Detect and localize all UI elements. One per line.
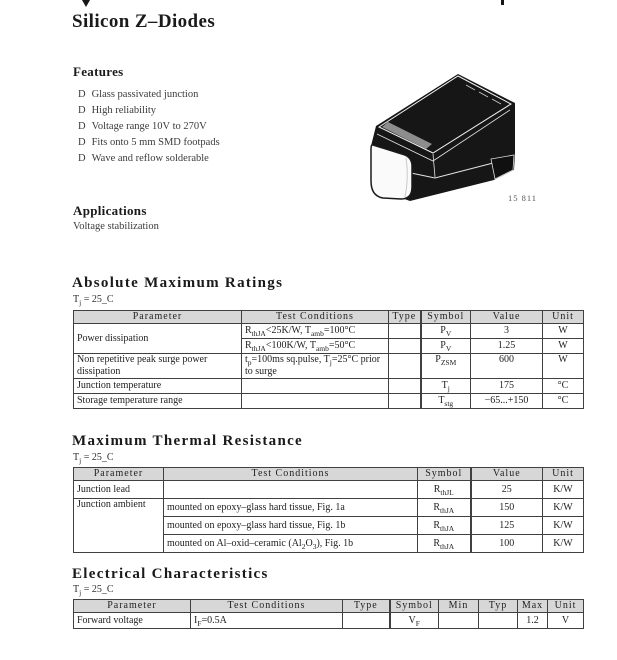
cell-test-conditions: mounted on Al–oxid–ceramic $(Al_2O_3)$, Fig. 1b (164, 535, 418, 553)
col-unit: Unit (543, 311, 584, 324)
cell-unit: K/W (543, 481, 584, 499)
table-header-row (74, 468, 584, 481)
col-symbol: Symbol (390, 600, 439, 613)
cell-parameter: Junction temperature (74, 379, 242, 394)
table-row (74, 324, 584, 339)
cell-symbol: $R_{thJA}$ (418, 535, 471, 553)
cell-test-conditions: mounted on epoxy–glass hard tissue, Fig. 1b (164, 517, 418, 535)
feature-item (78, 103, 220, 119)
cell-unit: K/W (543, 499, 584, 517)
feature-bullet: D (78, 121, 86, 132)
applications-text: Voltage stabilization (73, 221, 159, 232)
cell-value: 25 (471, 481, 543, 499)
feature-bullet: D (78, 137, 86, 148)
feature-item (78, 135, 220, 151)
col-test-conditions: Test Conditions (242, 311, 389, 324)
cell-test-conditions: $I_F=0.5A$ (191, 613, 343, 629)
feature-text: High reliability (91, 105, 157, 116)
feature-item (78, 87, 220, 103)
feature-text: Voltage range 10V to 270V (91, 121, 207, 132)
cell-value: 150 (471, 499, 543, 517)
col-unit: Unit (543, 468, 584, 481)
col-test-conditions: Test Conditions (191, 600, 343, 613)
col-parameter: Parameter (74, 468, 164, 481)
col-parameter: Parameter (74, 600, 191, 613)
col-typ: Typ (479, 600, 518, 613)
cell-type (389, 354, 421, 379)
electrical-heading: Electrical Characteristics (72, 566, 269, 582)
cell-test-conditions: $R_{thJA}<25K/W$, $T_{amb}=100^\circ C$ (242, 324, 389, 339)
table-header-row (74, 600, 584, 613)
cell-symbol: $R_{thJL}$ (418, 481, 471, 499)
cell-symbol: $P_V$ (421, 324, 471, 339)
electrical-table (73, 599, 584, 629)
cell-typ (479, 613, 518, 629)
feature-text: Wave and reflow solderable (91, 153, 209, 164)
thermal-heading: Maximum Thermal Resistance (72, 433, 303, 449)
features-heading: Features (73, 64, 124, 79)
feature-bullet: D (78, 153, 86, 164)
cell-unit: K/W (543, 535, 584, 553)
col-value: Value (471, 468, 543, 481)
cell-value: 100 (471, 535, 543, 553)
col-type: Type (343, 600, 390, 613)
cell-type (389, 324, 421, 339)
cell-test-conditions (242, 394, 389, 409)
cell-symbol: $R_{thJA}$ (418, 499, 471, 517)
cell-symbol: $P_V$ (421, 339, 471, 354)
cell-parameter: Junction ambient (74, 499, 164, 553)
cell-test-conditions: $R_{thJA}<100K/W$, $T_{amb}=50^\circ C$ (242, 339, 389, 354)
cell-value: −65...+150 (471, 394, 543, 409)
col-parameter: Parameter (74, 311, 242, 324)
table-row (74, 613, 584, 629)
col-test-conditions: Test Conditions (164, 468, 418, 481)
cell-symbol: $T_j$ (421, 379, 471, 394)
cell-min (439, 613, 479, 629)
feature-item (78, 151, 220, 167)
cell-parameter: Non repetitive peak surge power dissipation (74, 354, 242, 379)
feature-text: Fits onto 5 mm SMD footpads (91, 137, 220, 148)
cell-value: 3 (471, 324, 543, 339)
cell-unit: W (543, 324, 584, 339)
feature-item (78, 119, 220, 135)
cell-parameter: Storage temperature range (74, 394, 242, 409)
page-title: Silicon Z–Diodes (72, 11, 216, 32)
cell-unit: °C (543, 394, 584, 409)
table-row (74, 481, 584, 499)
feature-text: Glass passivated junction (91, 89, 199, 100)
cell-value: 600 (471, 354, 543, 379)
cell-symbol: $R_{thJA}$ (418, 517, 471, 535)
cell-symbol: $T_{stg}$ (421, 394, 471, 409)
col-type: Type (389, 311, 421, 324)
feature-bullet: D (78, 89, 86, 100)
col-symbol: Symbol (418, 468, 471, 481)
thermal-condition: $T_j$ = 25_C (73, 452, 114, 465)
cell-symbol: $P_{ZSM}$ (421, 354, 471, 379)
abs-max-condition: $T_j$ = 25_C (73, 294, 114, 307)
cell-type (389, 379, 421, 394)
cell-type (389, 339, 421, 354)
electrical-condition: $T_j$ = 25_C (73, 584, 114, 597)
col-min: Min (439, 600, 479, 613)
package-label: 15 811 (508, 193, 538, 203)
cell-max: 1.2 (518, 613, 548, 629)
cell-type (389, 394, 421, 409)
cell-symbol: $V_F$ (390, 613, 439, 629)
table-row (74, 499, 584, 517)
cell-value: 125 (471, 517, 543, 535)
cell-parameter: Power dissipation (74, 324, 242, 354)
cropped-glyph-top-left (82, 0, 90, 7)
cell-parameter: Junction lead (74, 481, 164, 499)
col-unit: Unit (548, 600, 584, 613)
col-value: Value (471, 311, 543, 324)
cell-test-conditions (164, 481, 418, 499)
table-row (74, 354, 584, 379)
cell-test-conditions: $t_p=100ms$ sq.pulse, $T_j=25^\circ C$ prior to surge (242, 354, 389, 379)
cell-test-conditions (242, 379, 389, 394)
cell-test-conditions: mounted on epoxy–glass hard tissue, Fig. 1a (164, 499, 418, 517)
cropped-glyph-top-right (501, 0, 504, 5)
cell-unit: W (543, 354, 584, 379)
applications-heading: Applications (73, 203, 147, 218)
abs-max-table (73, 310, 584, 409)
table-row (74, 379, 584, 394)
cell-type (343, 613, 390, 629)
cell-parameter: Forward voltage (74, 613, 191, 629)
cell-unit: K/W (543, 517, 584, 535)
thermal-table (73, 467, 584, 553)
cell-unit: V (548, 613, 584, 629)
table-header-row (74, 311, 584, 324)
col-max: Max (518, 600, 548, 613)
feature-bullet: D (78, 105, 86, 116)
table-row (74, 394, 584, 409)
cell-value: 175 (471, 379, 543, 394)
anode-terminal (491, 155, 514, 179)
col-symbol: Symbol (421, 311, 471, 324)
cell-unit: °C (543, 379, 584, 394)
cell-value: 1.25 (471, 339, 543, 354)
features-list (78, 87, 220, 167)
cell-unit: W (543, 339, 584, 354)
abs-max-heading: Absolute Maximum Ratings (72, 275, 284, 291)
diode-package-image (358, 70, 550, 206)
